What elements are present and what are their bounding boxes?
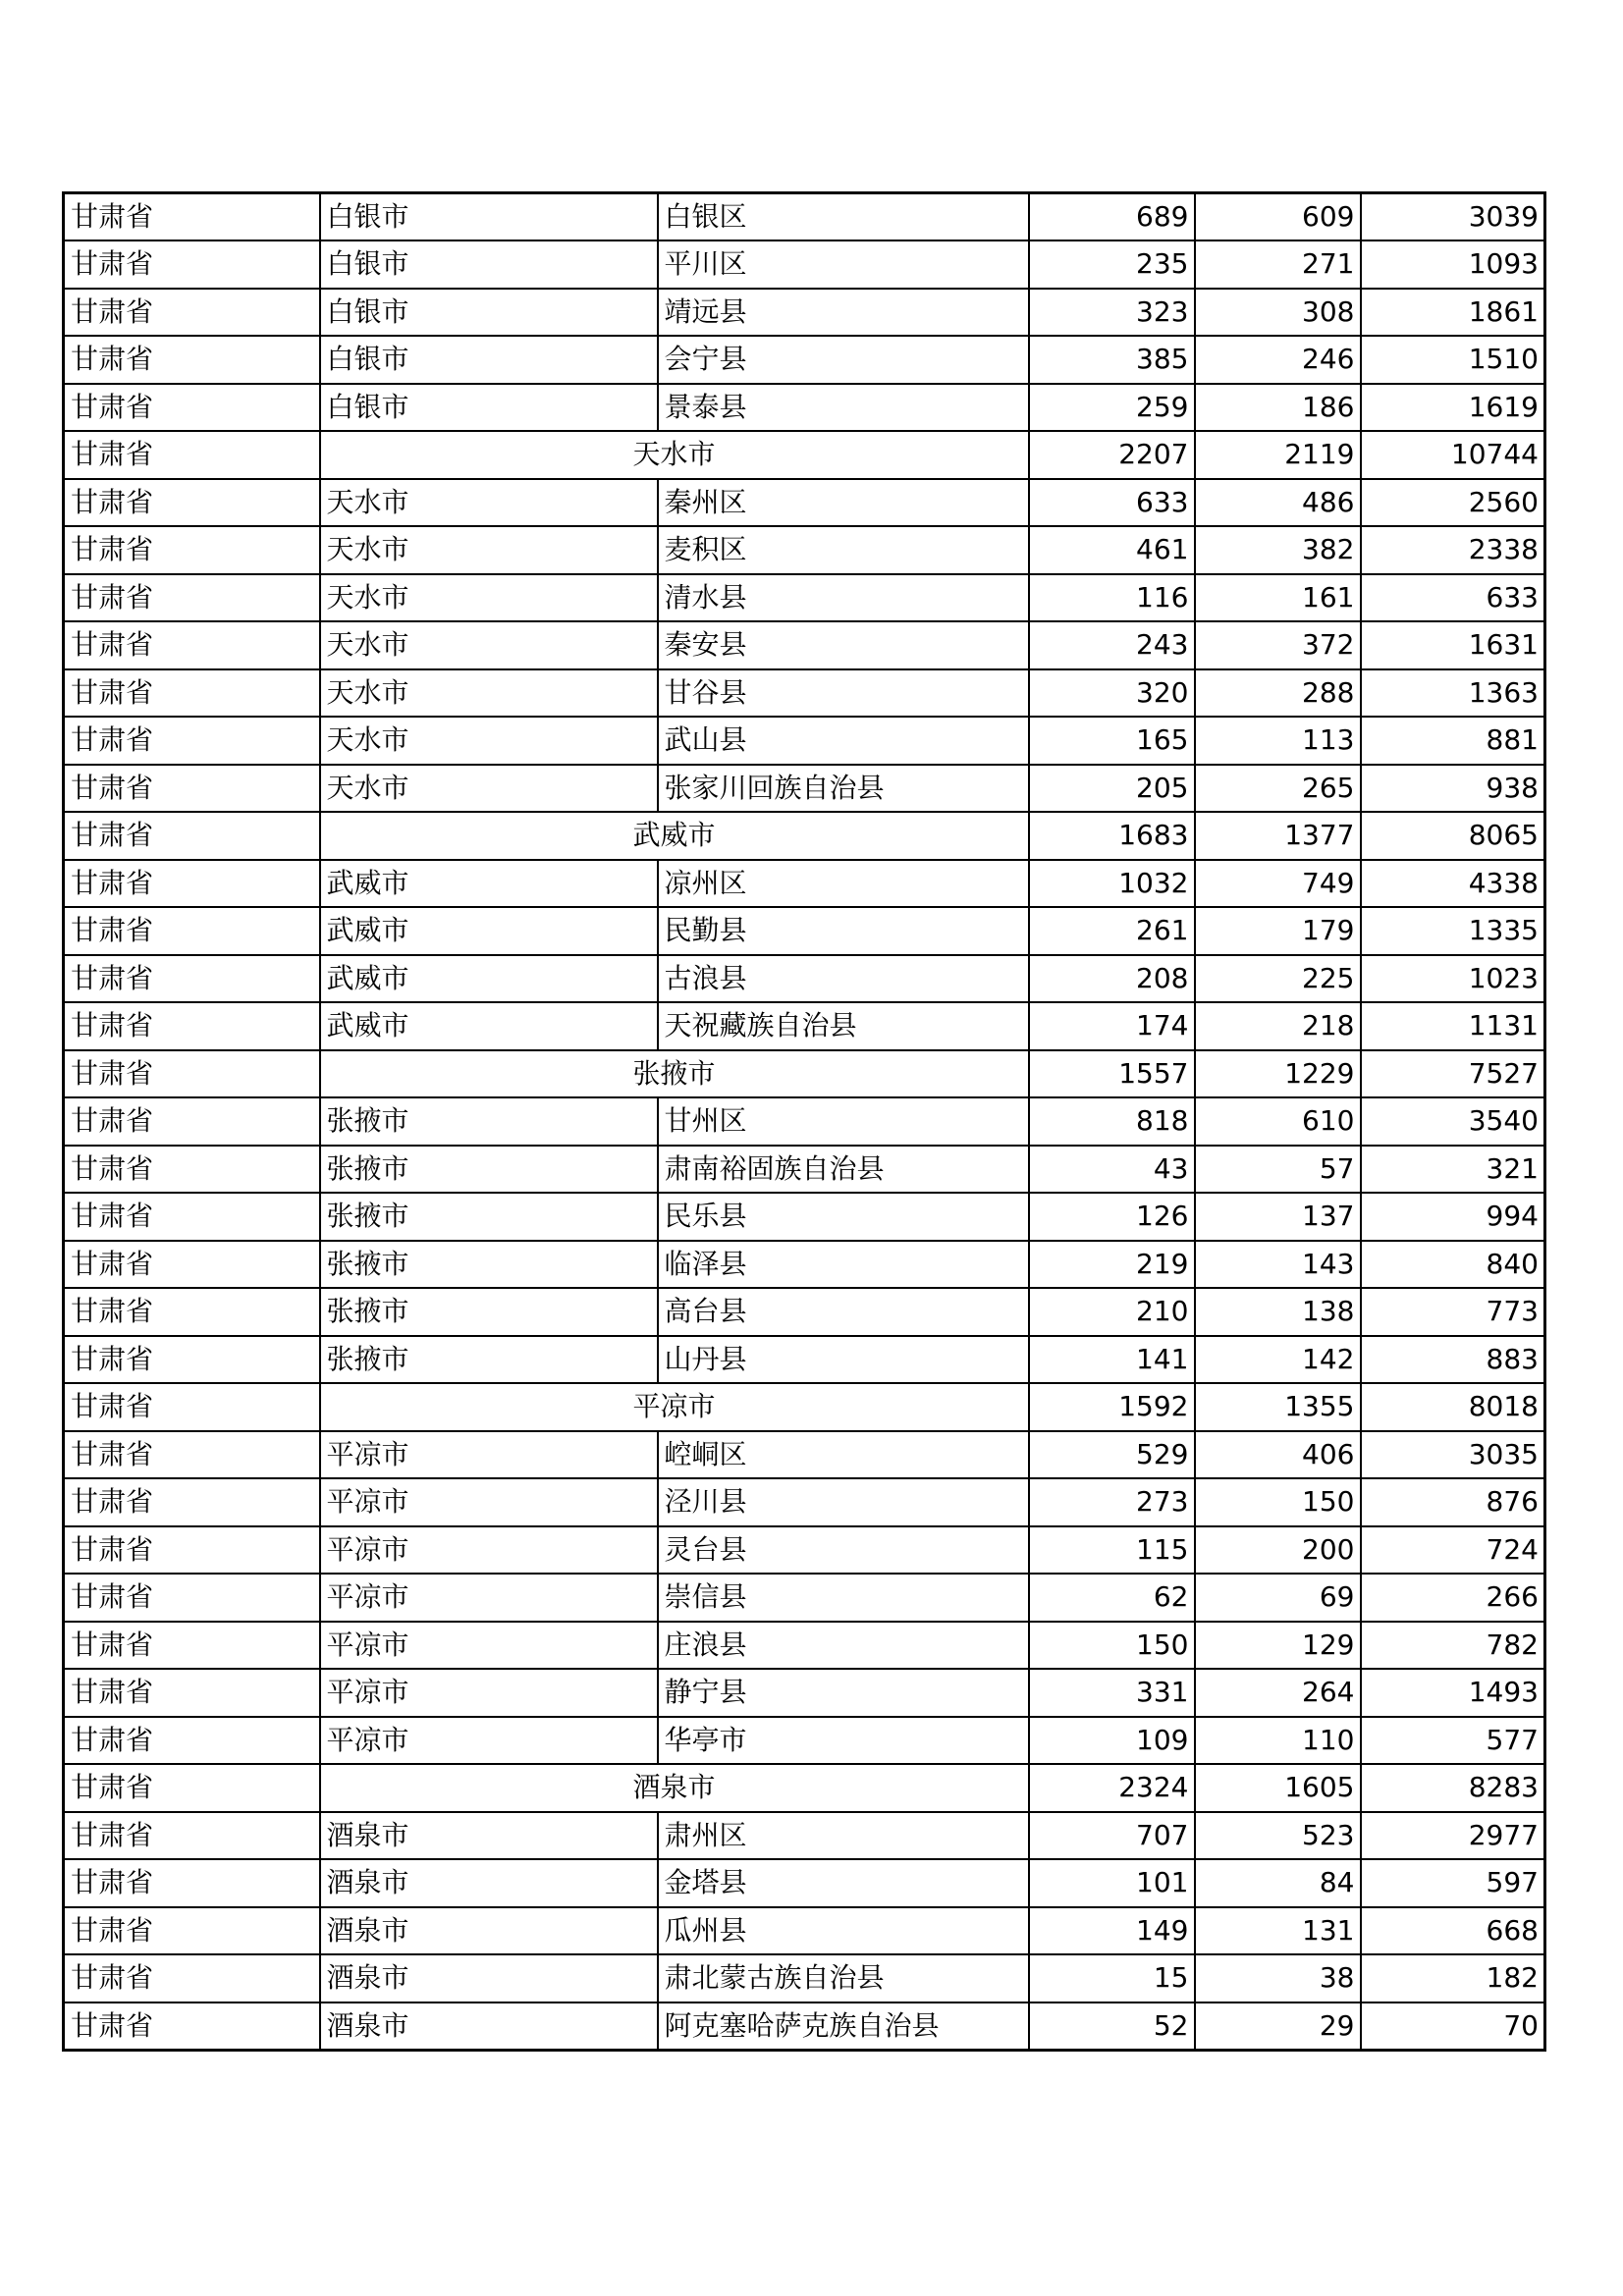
city-cell: 平凉市: [320, 1622, 658, 1670]
province-cell: 甘肃省: [64, 907, 320, 955]
value-1-cell: 323: [1029, 289, 1195, 337]
province-cell: 甘肃省: [64, 2002, 320, 2051]
value-3-cell: 70: [1361, 2002, 1545, 2051]
value-2-cell: 179: [1195, 907, 1361, 955]
city-subtotal-row: [64, 1050, 1545, 1098]
table-row: [64, 1431, 1545, 1479]
value-2-cell: 264: [1195, 1669, 1361, 1717]
value-2-cell: 271: [1195, 240, 1361, 289]
county-cell: 肃南裕固族自治县: [658, 1146, 1029, 1194]
county-cell: 华亭市: [658, 1717, 1029, 1765]
value-2-cell: 131: [1195, 1907, 1361, 1955]
city-cell: 天水市: [320, 526, 658, 574]
value-1-cell: 633: [1029, 479, 1195, 527]
table-row: [64, 1097, 1545, 1146]
table-row: [64, 1288, 1545, 1336]
county-cell: 秦州区: [658, 479, 1029, 527]
province-cell: 甘肃省: [64, 1669, 320, 1717]
value-1-cell: 149: [1029, 1907, 1195, 1955]
value-1-cell: 219: [1029, 1241, 1195, 1289]
city-cell: 平凉市: [320, 1717, 658, 1765]
province-cell: 甘肃省: [64, 1764, 320, 1812]
city-cell: 白银市: [320, 240, 658, 289]
table-row: [64, 1907, 1545, 1955]
value-2-cell: 150: [1195, 1478, 1361, 1526]
province-cell: 甘肃省: [64, 1336, 320, 1384]
county-cell: 泾川县: [658, 1478, 1029, 1526]
county-cell: 民勤县: [658, 907, 1029, 955]
value-1-cell: 116: [1029, 574, 1195, 622]
value-3-cell: 1493: [1361, 1669, 1545, 1717]
province-cell: 甘肃省: [64, 574, 320, 622]
province-cell: 甘肃省: [64, 717, 320, 765]
value-1-cell: 126: [1029, 1193, 1195, 1241]
value-2-cell: 200: [1195, 1526, 1361, 1575]
value-2-cell: 308: [1195, 289, 1361, 337]
city-subtotal-cell: 酒泉市: [320, 1764, 1029, 1812]
value-1-cell: 235: [1029, 240, 1195, 289]
value-1-cell: 62: [1029, 1574, 1195, 1622]
value-1-cell: 150: [1029, 1622, 1195, 1670]
province-cell: 甘肃省: [64, 1241, 320, 1289]
value-3-cell: 1861: [1361, 289, 1545, 337]
province-cell: 甘肃省: [64, 1812, 320, 1860]
value-1-cell: 243: [1029, 621, 1195, 669]
value-2-cell: 610: [1195, 1097, 1361, 1146]
value-1-cell: 818: [1029, 1097, 1195, 1146]
value-2-cell: 288: [1195, 669, 1361, 718]
value-2-cell: 57: [1195, 1146, 1361, 1194]
county-cell: 金塔县: [658, 1859, 1029, 1907]
county-cell: 平川区: [658, 240, 1029, 289]
table-row: [64, 621, 1545, 669]
value-2-cell: 749: [1195, 860, 1361, 908]
value-3-cell: 7527: [1361, 1050, 1545, 1098]
value-1-cell: 320: [1029, 669, 1195, 718]
city-cell: 酒泉市: [320, 1907, 658, 1955]
county-cell: 山丹县: [658, 1336, 1029, 1384]
value-2-cell: 84: [1195, 1859, 1361, 1907]
value-1-cell: 2324: [1029, 1764, 1195, 1812]
province-cell: 甘肃省: [64, 479, 320, 527]
table-row: [64, 1526, 1545, 1575]
table-row: [64, 1717, 1545, 1765]
value-2-cell: 186: [1195, 384, 1361, 432]
value-3-cell: 938: [1361, 765, 1545, 813]
table-row: [64, 384, 1545, 432]
value-2-cell: 523: [1195, 1812, 1361, 1860]
table-row: [64, 1146, 1545, 1194]
province-cell: 甘肃省: [64, 289, 320, 337]
value-2-cell: 138: [1195, 1288, 1361, 1336]
value-1-cell: 2207: [1029, 431, 1195, 479]
value-3-cell: 782: [1361, 1622, 1545, 1670]
city-cell: 张掖市: [320, 1097, 658, 1146]
province-cell: 甘肃省: [64, 1431, 320, 1479]
value-1-cell: 385: [1029, 336, 1195, 384]
county-cell: 甘谷县: [658, 669, 1029, 718]
province-cell: 甘肃省: [64, 1574, 320, 1622]
value-3-cell: 668: [1361, 1907, 1545, 1955]
city-cell: 平凉市: [320, 1526, 658, 1575]
value-3-cell: 1131: [1361, 1002, 1545, 1050]
table-row: [64, 669, 1545, 718]
province-cell: 甘肃省: [64, 1050, 320, 1098]
province-cell: 甘肃省: [64, 384, 320, 432]
city-subtotal-cell: 武威市: [320, 812, 1029, 860]
county-cell: 崇信县: [658, 1574, 1029, 1622]
table-row: [64, 907, 1545, 955]
province-cell: 甘肃省: [64, 1288, 320, 1336]
county-cell: 崆峒区: [658, 1431, 1029, 1479]
value-3-cell: 3540: [1361, 1097, 1545, 1146]
value-1-cell: 1557: [1029, 1050, 1195, 1098]
value-1-cell: 115: [1029, 1526, 1195, 1575]
city-cell: 武威市: [320, 860, 658, 908]
value-3-cell: 724: [1361, 1526, 1545, 1575]
table-row: [64, 526, 1545, 574]
county-cell: 临泽县: [658, 1241, 1029, 1289]
table-row: [64, 860, 1545, 908]
value-1-cell: 43: [1029, 1146, 1195, 1194]
city-cell: 酒泉市: [320, 2002, 658, 2051]
table-row: [64, 193, 1545, 241]
data-table: [62, 191, 1546, 2052]
city-cell: 张掖市: [320, 1336, 658, 1384]
county-cell: 张家川回族自治县: [658, 765, 1029, 813]
value-2-cell: 38: [1195, 1954, 1361, 2002]
value-1-cell: 707: [1029, 1812, 1195, 1860]
city-cell: 平凉市: [320, 1478, 658, 1526]
value-1-cell: 461: [1029, 526, 1195, 574]
value-1-cell: 174: [1029, 1002, 1195, 1050]
value-3-cell: 182: [1361, 1954, 1545, 2002]
province-cell: 甘肃省: [64, 526, 320, 574]
city-subtotal-row: [64, 1383, 1545, 1431]
value-2-cell: 129: [1195, 1622, 1361, 1670]
value-1-cell: 52: [1029, 2002, 1195, 2051]
province-cell: 甘肃省: [64, 812, 320, 860]
city-subtotal-row: [64, 812, 1545, 860]
city-cell: 平凉市: [320, 1574, 658, 1622]
province-cell: 甘肃省: [64, 860, 320, 908]
table-row: [64, 955, 1545, 1003]
city-cell: 酒泉市: [320, 1812, 658, 1860]
province-cell: 甘肃省: [64, 621, 320, 669]
county-cell: 民乐县: [658, 1193, 1029, 1241]
value-1-cell: 261: [1029, 907, 1195, 955]
county-cell: 清水县: [658, 574, 1029, 622]
table-row: [64, 1241, 1545, 1289]
value-1-cell: 208: [1029, 955, 1195, 1003]
value-3-cell: 633: [1361, 574, 1545, 622]
value-2-cell: 1377: [1195, 812, 1361, 860]
value-3-cell: 4338: [1361, 860, 1545, 908]
county-cell: 高台县: [658, 1288, 1029, 1336]
value-2-cell: 486: [1195, 479, 1361, 527]
table-body: [64, 193, 1545, 2051]
table-row: [64, 1002, 1545, 1050]
county-cell: 武山县: [658, 717, 1029, 765]
province-cell: 甘肃省: [64, 1383, 320, 1431]
value-3-cell: 577: [1361, 1717, 1545, 1765]
city-subtotal-cell: 张掖市: [320, 1050, 1029, 1098]
city-cell: 天水市: [320, 717, 658, 765]
value-3-cell: 883: [1361, 1336, 1545, 1384]
value-2-cell: 113: [1195, 717, 1361, 765]
value-3-cell: 1363: [1361, 669, 1545, 718]
city-cell: 天水市: [320, 765, 658, 813]
county-cell: 景泰县: [658, 384, 1029, 432]
county-cell: 甘州区: [658, 1097, 1029, 1146]
city-subtotal-cell: 天水市: [320, 431, 1029, 479]
value-1-cell: 141: [1029, 1336, 1195, 1384]
value-1-cell: 101: [1029, 1859, 1195, 1907]
value-2-cell: 29: [1195, 2002, 1361, 2051]
table-row: [64, 1669, 1545, 1717]
value-2-cell: 1229: [1195, 1050, 1361, 1098]
value-1-cell: 210: [1029, 1288, 1195, 1336]
table-row: [64, 2002, 1545, 2051]
county-cell: 白银区: [658, 193, 1029, 241]
province-cell: 甘肃省: [64, 1097, 320, 1146]
value-1-cell: 529: [1029, 1431, 1195, 1479]
province-cell: 甘肃省: [64, 1954, 320, 2002]
value-3-cell: 2977: [1361, 1812, 1545, 1860]
value-1-cell: 331: [1029, 1669, 1195, 1717]
value-2-cell: 110: [1195, 1717, 1361, 1765]
value-1-cell: 109: [1029, 1717, 1195, 1765]
value-2-cell: 137: [1195, 1193, 1361, 1241]
county-cell: 靖远县: [658, 289, 1029, 337]
county-cell: 庄浪县: [658, 1622, 1029, 1670]
county-cell: 古浪县: [658, 955, 1029, 1003]
city-cell: 张掖市: [320, 1241, 658, 1289]
value-2-cell: 142: [1195, 1336, 1361, 1384]
city-cell: 白银市: [320, 336, 658, 384]
value-3-cell: 1619: [1361, 384, 1545, 432]
table-row: [64, 1954, 1545, 2002]
county-cell: 灵台县: [658, 1526, 1029, 1575]
value-3-cell: 1631: [1361, 621, 1545, 669]
province-cell: 甘肃省: [64, 669, 320, 718]
value-2-cell: 382: [1195, 526, 1361, 574]
province-cell: 甘肃省: [64, 1859, 320, 1907]
value-3-cell: 10744: [1361, 431, 1545, 479]
value-3-cell: 1023: [1361, 955, 1545, 1003]
value-1-cell: 1683: [1029, 812, 1195, 860]
value-1-cell: 273: [1029, 1478, 1195, 1526]
table-row: [64, 240, 1545, 289]
value-3-cell: 8018: [1361, 1383, 1545, 1431]
province-cell: 甘肃省: [64, 1478, 320, 1526]
county-cell: 天祝藏族自治县: [658, 1002, 1029, 1050]
value-3-cell: 1093: [1361, 240, 1545, 289]
value-3-cell: 8065: [1361, 812, 1545, 860]
table-row: [64, 1336, 1545, 1384]
value-1-cell: 205: [1029, 765, 1195, 813]
value-3-cell: 1335: [1361, 907, 1545, 955]
value-1-cell: 1592: [1029, 1383, 1195, 1431]
value-3-cell: 773: [1361, 1288, 1545, 1336]
value-3-cell: 8283: [1361, 1764, 1545, 1812]
province-cell: 甘肃省: [64, 240, 320, 289]
county-cell: 麦积区: [658, 526, 1029, 574]
value-2-cell: 69: [1195, 1574, 1361, 1622]
city-cell: 白银市: [320, 193, 658, 241]
city-cell: 张掖市: [320, 1193, 658, 1241]
value-1-cell: 15: [1029, 1954, 1195, 2002]
city-subtotal-cell: 平凉市: [320, 1383, 1029, 1431]
table-row: [64, 289, 1545, 337]
value-3-cell: 881: [1361, 717, 1545, 765]
province-cell: 甘肃省: [64, 1622, 320, 1670]
county-cell: 阿克塞哈萨克族自治县: [658, 2002, 1029, 2051]
table-row: [64, 1859, 1545, 1907]
table-row: [64, 717, 1545, 765]
value-3-cell: 321: [1361, 1146, 1545, 1194]
province-cell: 甘肃省: [64, 1146, 320, 1194]
city-cell: 天水市: [320, 621, 658, 669]
province-cell: 甘肃省: [64, 1907, 320, 1955]
county-cell: 瓜州县: [658, 1907, 1029, 1955]
city-cell: 白银市: [320, 384, 658, 432]
value-2-cell: 161: [1195, 574, 1361, 622]
table-row: [64, 1574, 1545, 1622]
province-cell: 甘肃省: [64, 1526, 320, 1575]
city-cell: 酒泉市: [320, 1954, 658, 2002]
value-2-cell: 1355: [1195, 1383, 1361, 1431]
table-row: [64, 765, 1545, 813]
county-cell: 肃州区: [658, 1812, 1029, 1860]
value-2-cell: 2119: [1195, 431, 1361, 479]
city-subtotal-row: [64, 1764, 1545, 1812]
value-3-cell: 3039: [1361, 193, 1545, 241]
city-cell: 武威市: [320, 1002, 658, 1050]
province-cell: 甘肃省: [64, 955, 320, 1003]
county-cell: 会宁县: [658, 336, 1029, 384]
province-cell: 甘肃省: [64, 1717, 320, 1765]
table-row: [64, 336, 1545, 384]
city-cell: 武威市: [320, 955, 658, 1003]
table-row: [64, 1478, 1545, 1526]
city-cell: 天水市: [320, 479, 658, 527]
table-row: [64, 479, 1545, 527]
table-row: [64, 1812, 1545, 1860]
value-1-cell: 165: [1029, 717, 1195, 765]
value-2-cell: 372: [1195, 621, 1361, 669]
city-cell: 武威市: [320, 907, 658, 955]
value-3-cell: 266: [1361, 1574, 1545, 1622]
value-2-cell: 1605: [1195, 1764, 1361, 1812]
city-cell: 张掖市: [320, 1146, 658, 1194]
value-3-cell: 597: [1361, 1859, 1545, 1907]
county-cell: 秦安县: [658, 621, 1029, 669]
value-2-cell: 609: [1195, 193, 1361, 241]
value-1-cell: 259: [1029, 384, 1195, 432]
value-3-cell: 840: [1361, 1241, 1545, 1289]
province-cell: 甘肃省: [64, 336, 320, 384]
value-1-cell: 689: [1029, 193, 1195, 241]
value-2-cell: 143: [1195, 1241, 1361, 1289]
value-2-cell: 218: [1195, 1002, 1361, 1050]
province-cell: 甘肃省: [64, 765, 320, 813]
province-cell: 甘肃省: [64, 1002, 320, 1050]
value-2-cell: 246: [1195, 336, 1361, 384]
city-subtotal-row: [64, 431, 1545, 479]
province-cell: 甘肃省: [64, 1193, 320, 1241]
county-cell: 肃北蒙古族自治县: [658, 1954, 1029, 2002]
city-cell: 酒泉市: [320, 1859, 658, 1907]
value-3-cell: 3035: [1361, 1431, 1545, 1479]
value-2-cell: 225: [1195, 955, 1361, 1003]
city-cell: 白银市: [320, 289, 658, 337]
city-cell: 平凉市: [320, 1431, 658, 1479]
value-3-cell: 876: [1361, 1478, 1545, 1526]
province-cell: 甘肃省: [64, 431, 320, 479]
city-cell: 天水市: [320, 574, 658, 622]
value-3-cell: 2338: [1361, 526, 1545, 574]
county-cell: 凉州区: [658, 860, 1029, 908]
table-row: [64, 1193, 1545, 1241]
city-cell: 天水市: [320, 669, 658, 718]
table-row: [64, 574, 1545, 622]
city-cell: 平凉市: [320, 1669, 658, 1717]
value-3-cell: 994: [1361, 1193, 1545, 1241]
county-cell: 静宁县: [658, 1669, 1029, 1717]
value-2-cell: 406: [1195, 1431, 1361, 1479]
value-1-cell: 1032: [1029, 860, 1195, 908]
value-3-cell: 2560: [1361, 479, 1545, 527]
value-2-cell: 265: [1195, 765, 1361, 813]
province-cell: 甘肃省: [64, 193, 320, 241]
value-3-cell: 1510: [1361, 336, 1545, 384]
table-row: [64, 1622, 1545, 1670]
city-cell: 张掖市: [320, 1288, 658, 1336]
